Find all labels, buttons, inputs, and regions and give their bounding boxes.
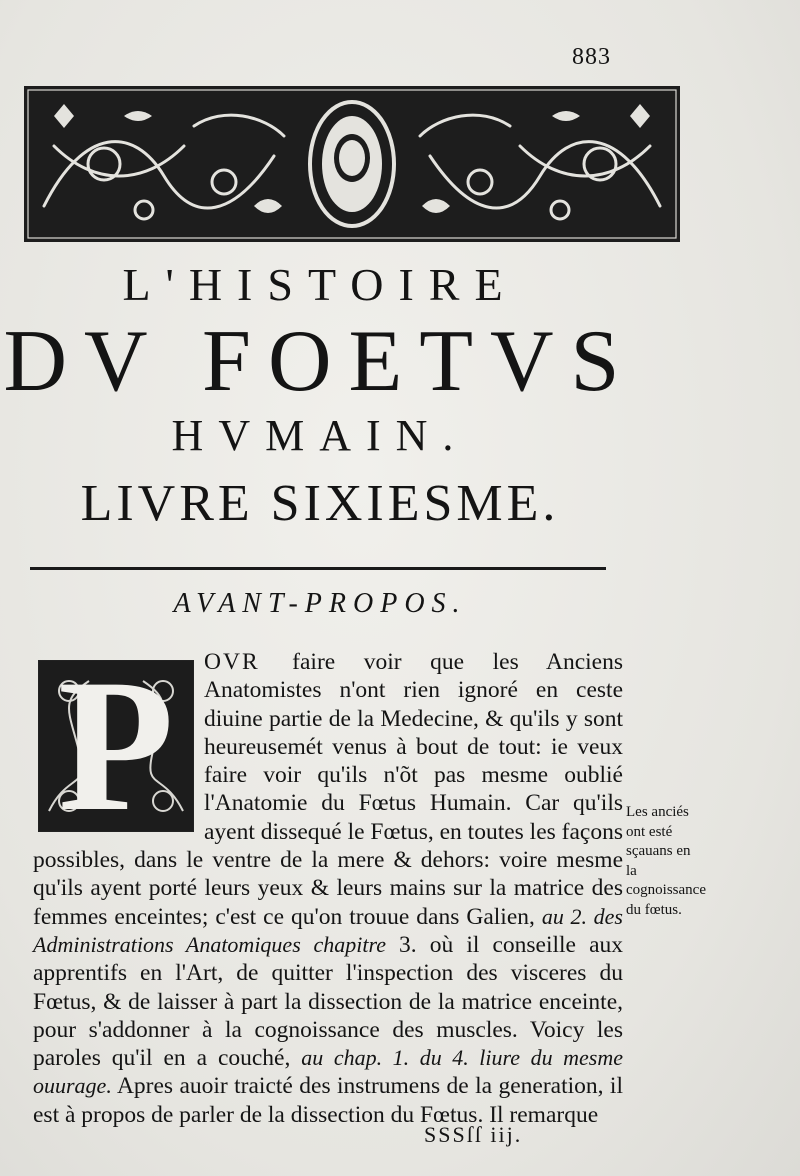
paragraph-part-3: Apres auoir traicté des instrumens de la generation, il est à propos de parler de la dissection du Fœtus. Il remarque [33, 1073, 623, 1128]
page-number: 883 [572, 44, 611, 70]
ornamental-headpiece [24, 86, 680, 242]
paragraph-part-2: 3. où il conseille aux apprentifs en l'Art, de quitter l'inspection des visceres du Fœtus, & de laisser à part la dissection de la matrice enceinte, pour s'addonner à la cognoissance des muscles. Voicy les paroles qu'il en a couché, [33, 931, 623, 1072]
citation-1: au 2. des Administrations Anatomiques chapitre [33, 903, 623, 957]
title-line-3: HVMAIN. [171, 411, 469, 460]
body-paragraph [33, 648, 623, 1129]
dropcap-letter: P [57, 660, 175, 832]
horizontal-rule [30, 567, 606, 570]
dropcap-spacer [33, 648, 198, 844]
marginal-note: Les anciés ont esté sçauans en la cognoissance du fœtus. [626, 804, 706, 918]
citation-2: au chap. 1. du 4. liure du mesme ouurage. [33, 1045, 623, 1099]
section-heading: AVANT-PROPOS. [173, 588, 467, 619]
title-line-2: DV FOETVS [3, 313, 637, 410]
signature-mark: SSSſſ iij. [424, 1122, 523, 1147]
first-word: OVR [204, 649, 260, 675]
title-line-4: LIVRE SIXIESME. [80, 475, 560, 532]
title-line-1: L'HISTOIRE [122, 259, 518, 310]
paragraph-part-1: faire voir que les Anciens Anatomistes n'ont rien ignoré en ceste diuine partie de la Medecine, & qu'ils y sont heureusemét venus à bout de tout: ie veux faire voir qu'ils n'õt pas mesme oublié l'Anatomie du Fœtus Humain. Car qu'ils ayent dissequé le Fœtus, en toutes les façons possibles, dans le ventre de la mere & dehors: voire mesme qu'ils ayent porté leurs yeux & leurs mains sur la matrice des femmes enceintes; c'est ce qu'on trouue dans Galien, [33, 649, 623, 930]
